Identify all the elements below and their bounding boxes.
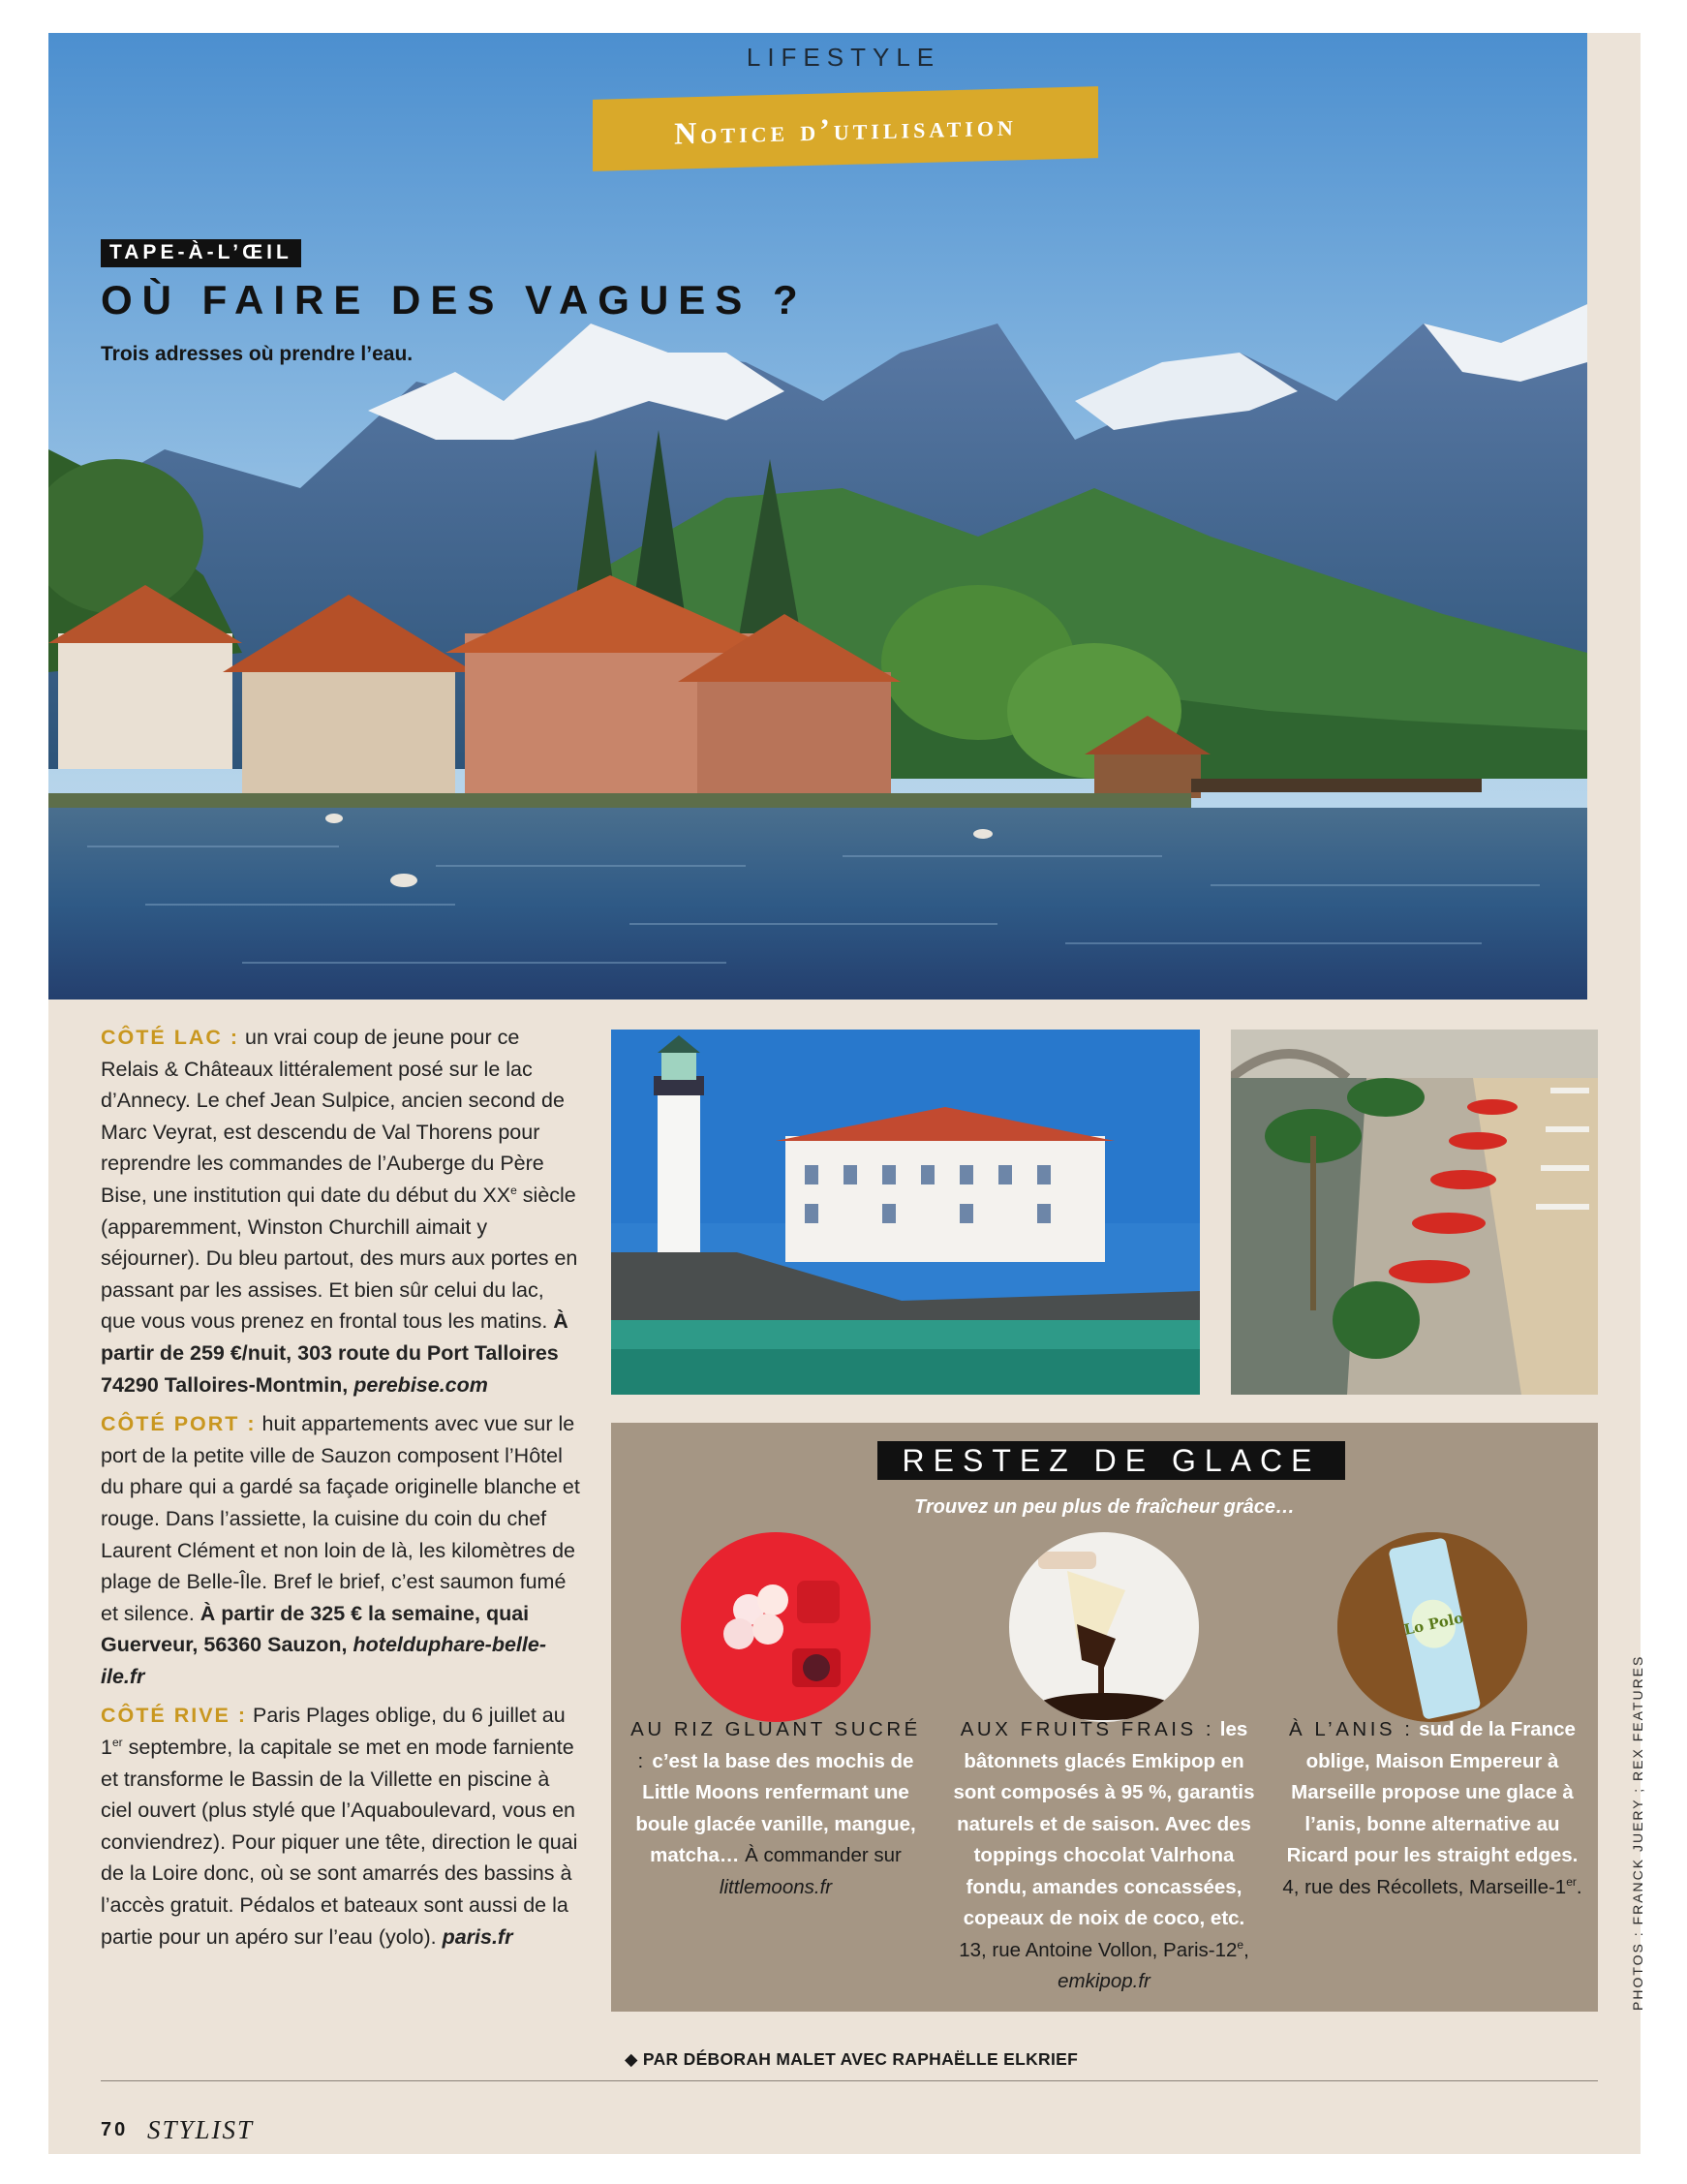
text-cote-lac-2: siècle (apparemment, Winston Churchill aimait y séjourner). Du bleu partout, des murs aux portes en passant par les assises. Et bien sûr celui du lac, que vous vous prenez en frontal tous les matins. [101,1183,578,1334]
superscript: e [510,1183,517,1197]
info-cote-lac: À partir de 259 €/nuit, 303 route du Port Talloires 74290 Talloires-Montmin, [101,1309,568,1397]
box-title: RESTEZ DE GLACE [877,1441,1345,1480]
byline: ◆ PAR DÉBORAH MALET AVEC RAPHAËLLE ELKRIEF [625,2049,1079,2069]
photo-paris-plages [1231,1030,1598,1395]
link-littlemoons[interactable]: littlemoons.fr [719,1875,833,1898]
superscript: er [1566,1874,1577,1889]
photo-credit: PHOTOS : FRANCK JUERY ; REX FEATURES [1630,1654,1645,2011]
popsicle-wrapper-text: Lo Polo [1401,1609,1465,1639]
glace-item-mochi [623,1714,929,1903]
mochi-photo [681,1532,871,1722]
lead-cote-lac: CÔTÉ LAC : [101,1026,240,1049]
paragraph-cote-port [101,1408,581,1692]
item-body: les bâtonnets glacés Emkipop en sont composés à 95 %, garantis naturels et de saison. Avec des toppings chocolat Valrhona fondu, amandes concassées, copeaux de noix de coco, etc. [953,1718,1255,1929]
item-label: AU RIZ GLUANT SUCRÉ : [630,1718,921,1772]
text-cote-rive-2: septembre, la capitale se met en mode farniente et transforme le Bassin de la Villette en piscine à ciel ouvert (plus stylé que l’Aquaboulevard, vous en conviendrez). Pour piquer une tête, direction le quai de la Loire donc, où se sont amarrés des bassins à l’accès gratuit. Pédalos et bateaux sont aussi de la partie pour un apéro sur l’eau (yolo). [101,1736,578,1949]
glace-item-anis [1279,1714,1585,1903]
text-cote-port: huit appartements avec vue sur le port de la petite ville de Sauzon composent l’Hôtel du phare qui a gardé sa façade originelle blanche et rouge. Dans l’assiette, la cuisine du coin du chef Laurent Clément et non loin de là, les kilomètres de plage de Belle-Île. Bref le brief, c’est saumon fumé et silence. [101,1412,580,1625]
superscript: er [111,1735,123,1749]
box-subtitle: Trouvez un peu plus de fraîcheur grâce… [913,1496,1296,1518]
section-label: LIFESTYLE [746,43,941,72]
item-body: c’est la base des mochis de Little Moons renfermant une boule glacée vanille, mangue, matcha… [635,1749,916,1866]
paragraph-cote-rive [101,1700,581,1953]
lead-cote-port: CÔTÉ PORT : [101,1412,257,1436]
item-info: À commander sur [739,1844,902,1866]
link-hotelduphare[interactable]: hotelduphare-belle-ile.fr [101,1633,546,1688]
item-info-2: . [1576,1875,1582,1898]
magazine-logo: STYLIST [147,2115,255,2144]
photo-lighthouse-sauzon [611,1030,1200,1395]
link-perebise[interactable]: perebise.com [353,1372,488,1397]
footer-rule [101,2080,1598,2081]
article-title: OÙ FAIRE DES VAGUES ? [101,277,808,323]
lead-cote-rive: CÔTÉ RIVE : [101,1704,248,1728]
article-kicker: TAPE-À-L’ŒIL [101,239,301,267]
link-paris[interactable]: paris.fr [442,1924,513,1949]
superscript: e [1237,1937,1244,1952]
text-cote-lac: un vrai coup de jeune pour ce Relais & Châteaux littéralement posé sur le lac d’Annecy. Le chef Jean Sulpice, ancien second de Marc Veyrat, est descendu de Val Thorens pour reprendre les commandes de l’Auberge du Père Bise, une institution qui date du début du XX [101,1026,565,1207]
item-label: À L’ANIS : [1289,1718,1414,1740]
hero-photo-lake-annecy [48,33,1587,1000]
notice-banner [593,86,1098,171]
anis-popsicle-photo [1337,1532,1527,1722]
item-body: sud de la France oblige, Maison Empereur à Marseille propose une glace à l’anis, bonne alternative au Ricard pour les straight edges. [1286,1718,1579,1866]
info-cote-port: À partir de 325 € la semaine, quai Guerveur, 56360 Sauzon, [101,1601,530,1657]
article-body [101,1022,581,1960]
popsicle-chocolate-photo [1009,1532,1199,1722]
item-info-2: , [1243,1938,1249,1961]
text-cote-rive: Paris Plages oblige, du 6 juillet au 1 [101,1704,566,1760]
item-label: AUX FRUITS FRAIS : [960,1718,1215,1740]
glace-item-emkipop [951,1714,1257,1998]
paragraph-cote-lac [101,1022,581,1400]
page-number: 70 [101,2119,129,2140]
notice-banner-text: Notice d’utilisation [674,106,1017,151]
link-emkipop[interactable]: emkipop.fr [1058,1970,1150,1992]
byline-text: PAR DÉBORAH MALET AVEC RAPHAËLLE ELKRIEF [642,2049,1079,2069]
item-info: 4, rue des Récollets, Marseille-1 [1282,1875,1567,1898]
item-info: 13, rue Antoine Vollon, Paris-12 [959,1938,1238,1961]
article-subtitle: Trois adresses où prendre l’eau. [101,343,414,365]
